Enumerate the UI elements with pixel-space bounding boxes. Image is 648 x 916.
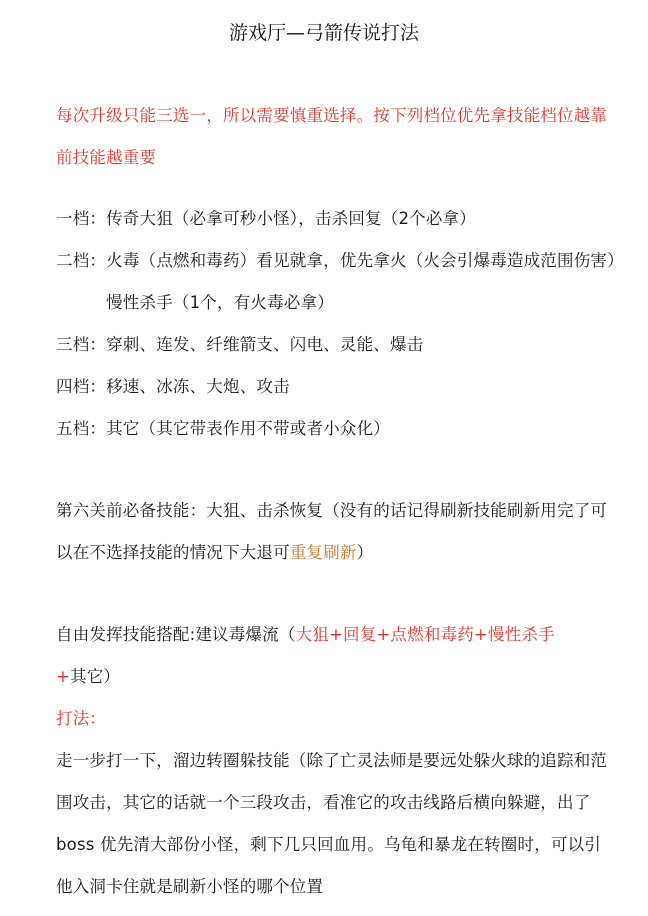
tier-text: 移速、冰冻、大炮、攻击 [106,377,290,396]
tier-text: 其它（其它带表作用不带或者小众化） [106,419,391,438]
tier-text: 传奇大狙（必拿可秒小怪），击杀回复（2个必拿） [106,209,476,228]
free-build-paragraph [56,614,616,698]
tier-item [56,366,616,408]
build-combo-highlight: 大狙+回复+点燃和毒药+慢性杀手+ [56,625,555,686]
tier-label: 五档： [56,419,107,438]
tier-item [56,408,616,450]
tier-label: 四档： [56,377,107,396]
sixth-level-paragraph [56,490,616,574]
tier-item [56,198,616,240]
play-heading: 打法： [56,709,107,728]
refresh-highlight: 重复刷新 [289,543,357,562]
tier-item [56,240,616,324]
sixth-level-closing: ） [356,543,374,562]
tier-label: 二档： [56,251,107,270]
page-title: 游戏厅—弓箭传说打法 [228,22,419,44]
intro-paragraph: 每次升级只能三选一，所以需要慎重选择。按下列档位优先拿技能档位越靠前技能越重要 [56,106,608,167]
tier-text: 穿刺、连发、纤维箭支、闪电、灵能、爆击 [106,335,424,354]
free-build-closing: 其它） [70,667,121,686]
tier-item [56,324,616,366]
method-paragraph: 走一步打一下，溜边转圈躲技能（除了亡灵法师是要远处躲火球的追踪和范围攻击，其它的话就一个三段攻击，看准它的攻击线路后横向躲避，出了 boss 优先清大部份小怪，剩下几只回血用。乌龟和暴龙在转圈时，可以引他入洞卡住就是刷新小怪的哪个位置 [56,751,608,896]
free-build-text: 自由发挥技能搭配:建议毒爆流（ [56,625,296,644]
tier-list [56,198,616,450]
sixth-level-text: 第六关前必备技能：大狙、击杀恢复（没有的话记得刷新技能刷新用完了可以在不选择技能的情况下大退可 [56,501,608,562]
tier-label: 三档： [56,335,107,354]
tier-label: 一档： [56,209,107,228]
tier-text: 火毒（点燃和毒药）看见就拿，优先拿火（火会引爆毒造成范围伤害）慢性杀手（1个，有火毒必拿） [106,251,616,312]
